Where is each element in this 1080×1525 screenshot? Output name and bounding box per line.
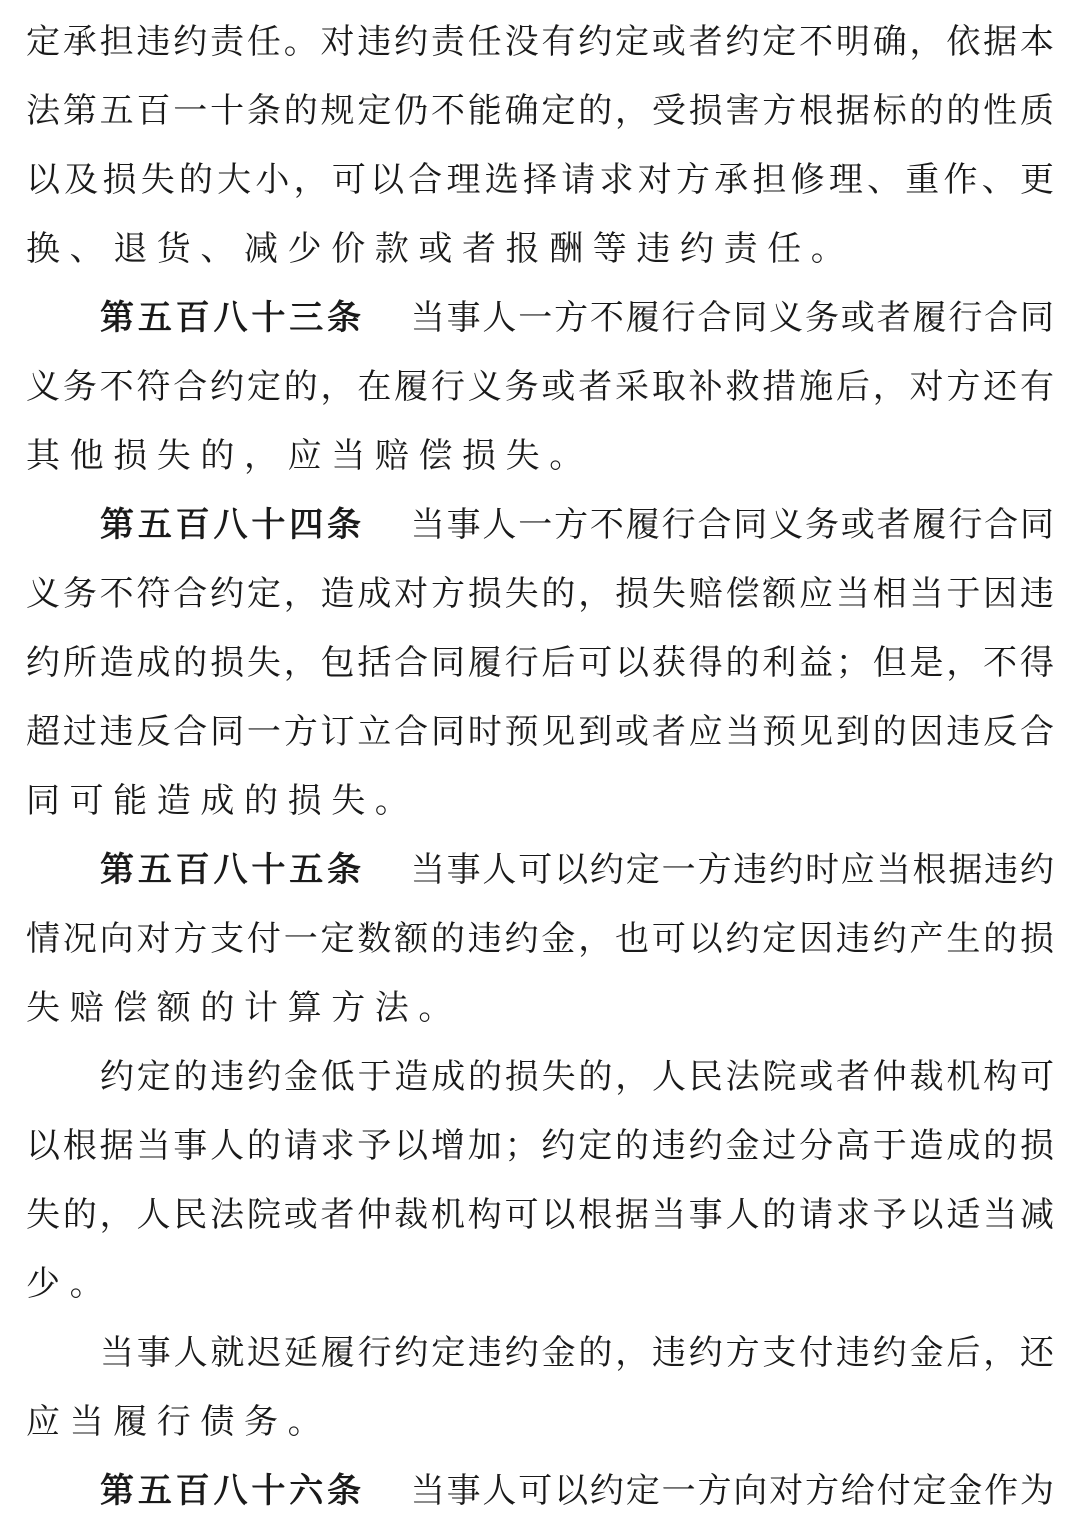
article-first-line [100, 844, 1054, 896]
article-text: 当事人一方不履行合同义务或者履行合同 [408, 298, 1054, 338]
text-line: 义务不符合约定，造成对方损失的，损失赔偿额应当相当于因违 [26, 574, 1054, 614]
text-line: 失赔偿额的计算方法。 [26, 988, 462, 1028]
text-line: 换、退货、减少价款或者报酬等违约责任。 [26, 229, 855, 269]
article-number: 第五百八十六条 [100, 1471, 365, 1511]
text-line: 以及损失的大小，可以合理选择请求对方承担修理、重作、更 [26, 160, 1054, 200]
text-line: 当事人就迟延履行约定违约金的，违约方支付违约金后，还 [100, 1333, 1054, 1373]
text-line: 情况向对方支付一定数额的违约金，也可以约定因违约产生的损 [26, 919, 1054, 959]
text-line: 约所造成的损失，包括合同履行后可以获得的利益；但是，不得 [26, 643, 1054, 683]
article-text: 当事人可以约定一方向对方给付定金作为 [408, 1471, 1054, 1511]
article-text: 当事人一方不履行合同义务或者履行合同 [408, 505, 1054, 545]
text-line: 超过违反合同一方订立合同时预见到或者应当预见到的因违反合 [26, 712, 1054, 752]
article-number: 第五百八十四条 [100, 505, 365, 545]
article-first-line [100, 1465, 1054, 1517]
text-line: 以根据当事人的请求予以增加；约定的违约金过分高于造成的损 [26, 1126, 1054, 1166]
article-number: 第五百八十三条 [100, 298, 365, 338]
text-line: 同可能造成的损失。 [26, 781, 419, 821]
text-line: 应当履行债务。 [26, 1402, 332, 1442]
text-line: 约定的违约金低于造成的损失的，人民法院或者仲裁机构可 [100, 1057, 1054, 1097]
article-number: 第五百八十五条 [100, 850, 365, 890]
text-line: 法第五百一十条的规定仍不能确定的，受损害方根据标的的性质 [26, 91, 1054, 131]
text-line: 定承担违约责任。对违约责任没有约定或者约定不明确，依据本 [26, 22, 1054, 62]
text-line: 失的，人民法院或者仲裁机构可以根据当事人的请求予以适当减 [26, 1195, 1054, 1235]
text-line: 义务不符合约定的，在履行义务或者采取补救措施后，对方还有 [26, 367, 1054, 407]
article-text: 当事人可以约定一方违约时应当根据违约 [408, 850, 1054, 890]
article-first-line [100, 499, 1054, 551]
text-line: 其他损失的，应当赔偿损失。 [26, 436, 593, 476]
text-line: 少。 [26, 1264, 114, 1304]
article-first-line [100, 292, 1054, 344]
